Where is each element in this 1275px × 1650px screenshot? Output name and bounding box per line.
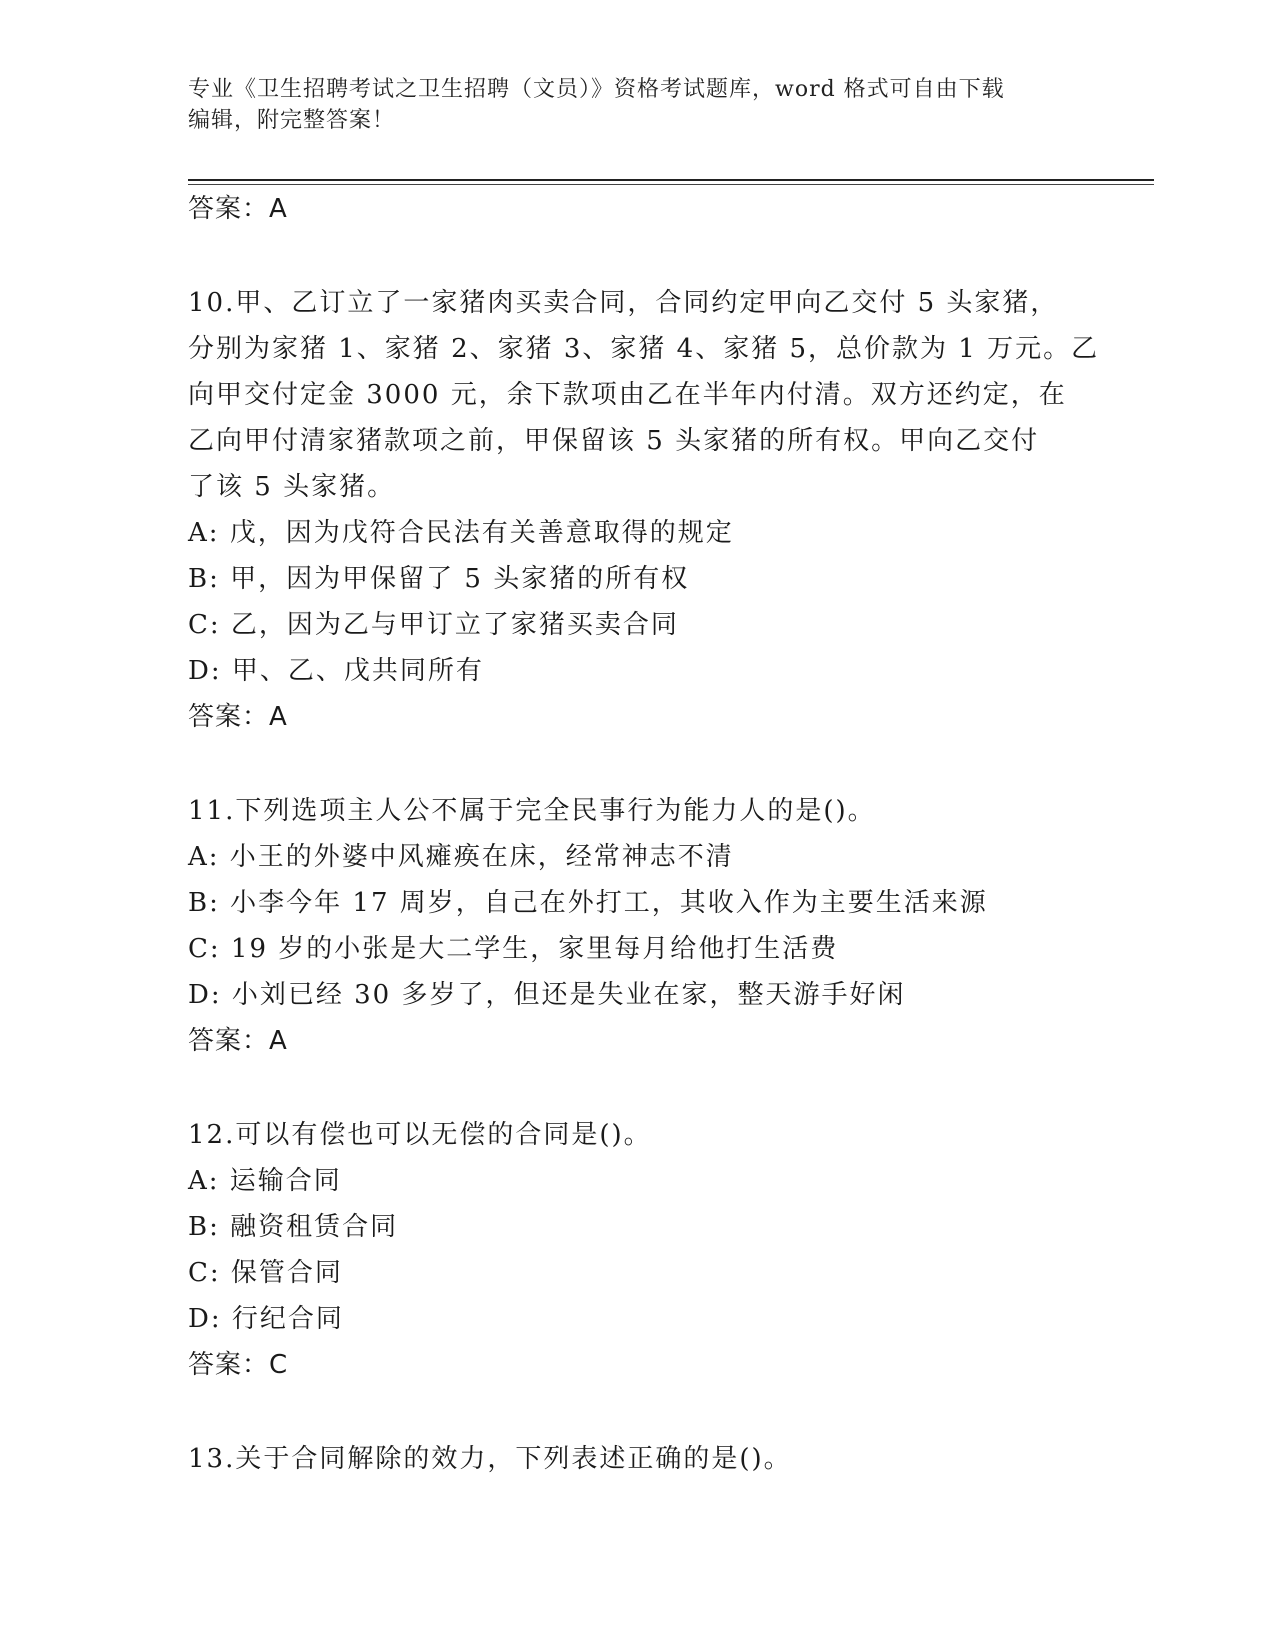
answer-label: 答案：C (188, 1350, 289, 1380)
header-divider-thick (188, 179, 1154, 181)
question-stem-line: 了该 5 头家猪。 (188, 472, 396, 502)
question-stem-line: 乙向甲付清家猪款项之前，甲保留该 5 头家猪的所有权。甲向乙交付 (188, 426, 1040, 456)
question-13 (188, 1436, 1088, 1482)
question-12 (188, 1112, 1088, 1388)
option-d: D: 甲、乙、戊共同所有 (188, 656, 484, 686)
question-stem-line: 11.下列选项主人公不属于完全民事行为能力人的是()。 (188, 796, 876, 826)
header-line-1: 专业《卫生招聘考试之卫生招聘（文员）》资格考试题库，word 格式可自由下载 (188, 77, 1005, 102)
option-c: C: 保管合同 (188, 1258, 343, 1288)
question-list (188, 186, 1100, 1482)
option-b: B: 甲，因为甲保留了 5 头家猪的所有权 (188, 564, 690, 594)
question-10 (188, 280, 1100, 740)
option-d: D: 行纪合同 (188, 1304, 344, 1334)
answer-label: 答案：A (188, 702, 288, 732)
question-stem-line: 分别为家猪 1、家猪 2、家猪 3、家猪 4、家猪 5，总价款为 1 万元。乙 (188, 334, 1100, 364)
header-line-2: 编辑，附完整答案！ (188, 108, 396, 133)
option-c: C: 19 岁的小张是大二学生，家里每月给他打生活费 (188, 934, 839, 964)
question-stem-line: 10.甲、乙订立了一家猪肉买卖合同，合同约定甲向乙交付 5 头家猪， (188, 288, 1059, 318)
option-b: B: 融资租赁合同 (188, 1212, 399, 1242)
option-b: B: 小李今年 17 周岁，自己在外打工，其收入作为主要生活来源 (188, 888, 988, 918)
question-stem-line: 13.关于合同解除的效力，下列表述正确的是()。 (188, 1444, 792, 1474)
answer-label: 答案：A (188, 1026, 288, 1056)
option-d: D: 小刘已经 30 多岁了，但还是失业在家，整天游手好闲 (188, 980, 906, 1010)
document-header (188, 74, 1068, 136)
previous-answer: 答案：A (188, 194, 288, 224)
option-c: C: 乙，因为乙与甲订立了家猪买卖合同 (188, 610, 679, 640)
option-a: A: 运输合同 (188, 1166, 342, 1196)
option-a: A: 戊，因为戊符合民法有关善意取得的规定 (188, 518, 734, 548)
option-a: A: 小王的外婆中风瘫痪在床，经常神志不清 (188, 842, 734, 872)
question-11 (188, 788, 1088, 1064)
header-divider-thin (188, 184, 1154, 185)
question-stem-line: 向甲交付定金 3000 元，余下款项由乙在半年内付清。双方还约定，在 (188, 380, 1067, 410)
question-stem-line: 12.可以有偿也可以无偿的合同是()。 (188, 1120, 652, 1150)
